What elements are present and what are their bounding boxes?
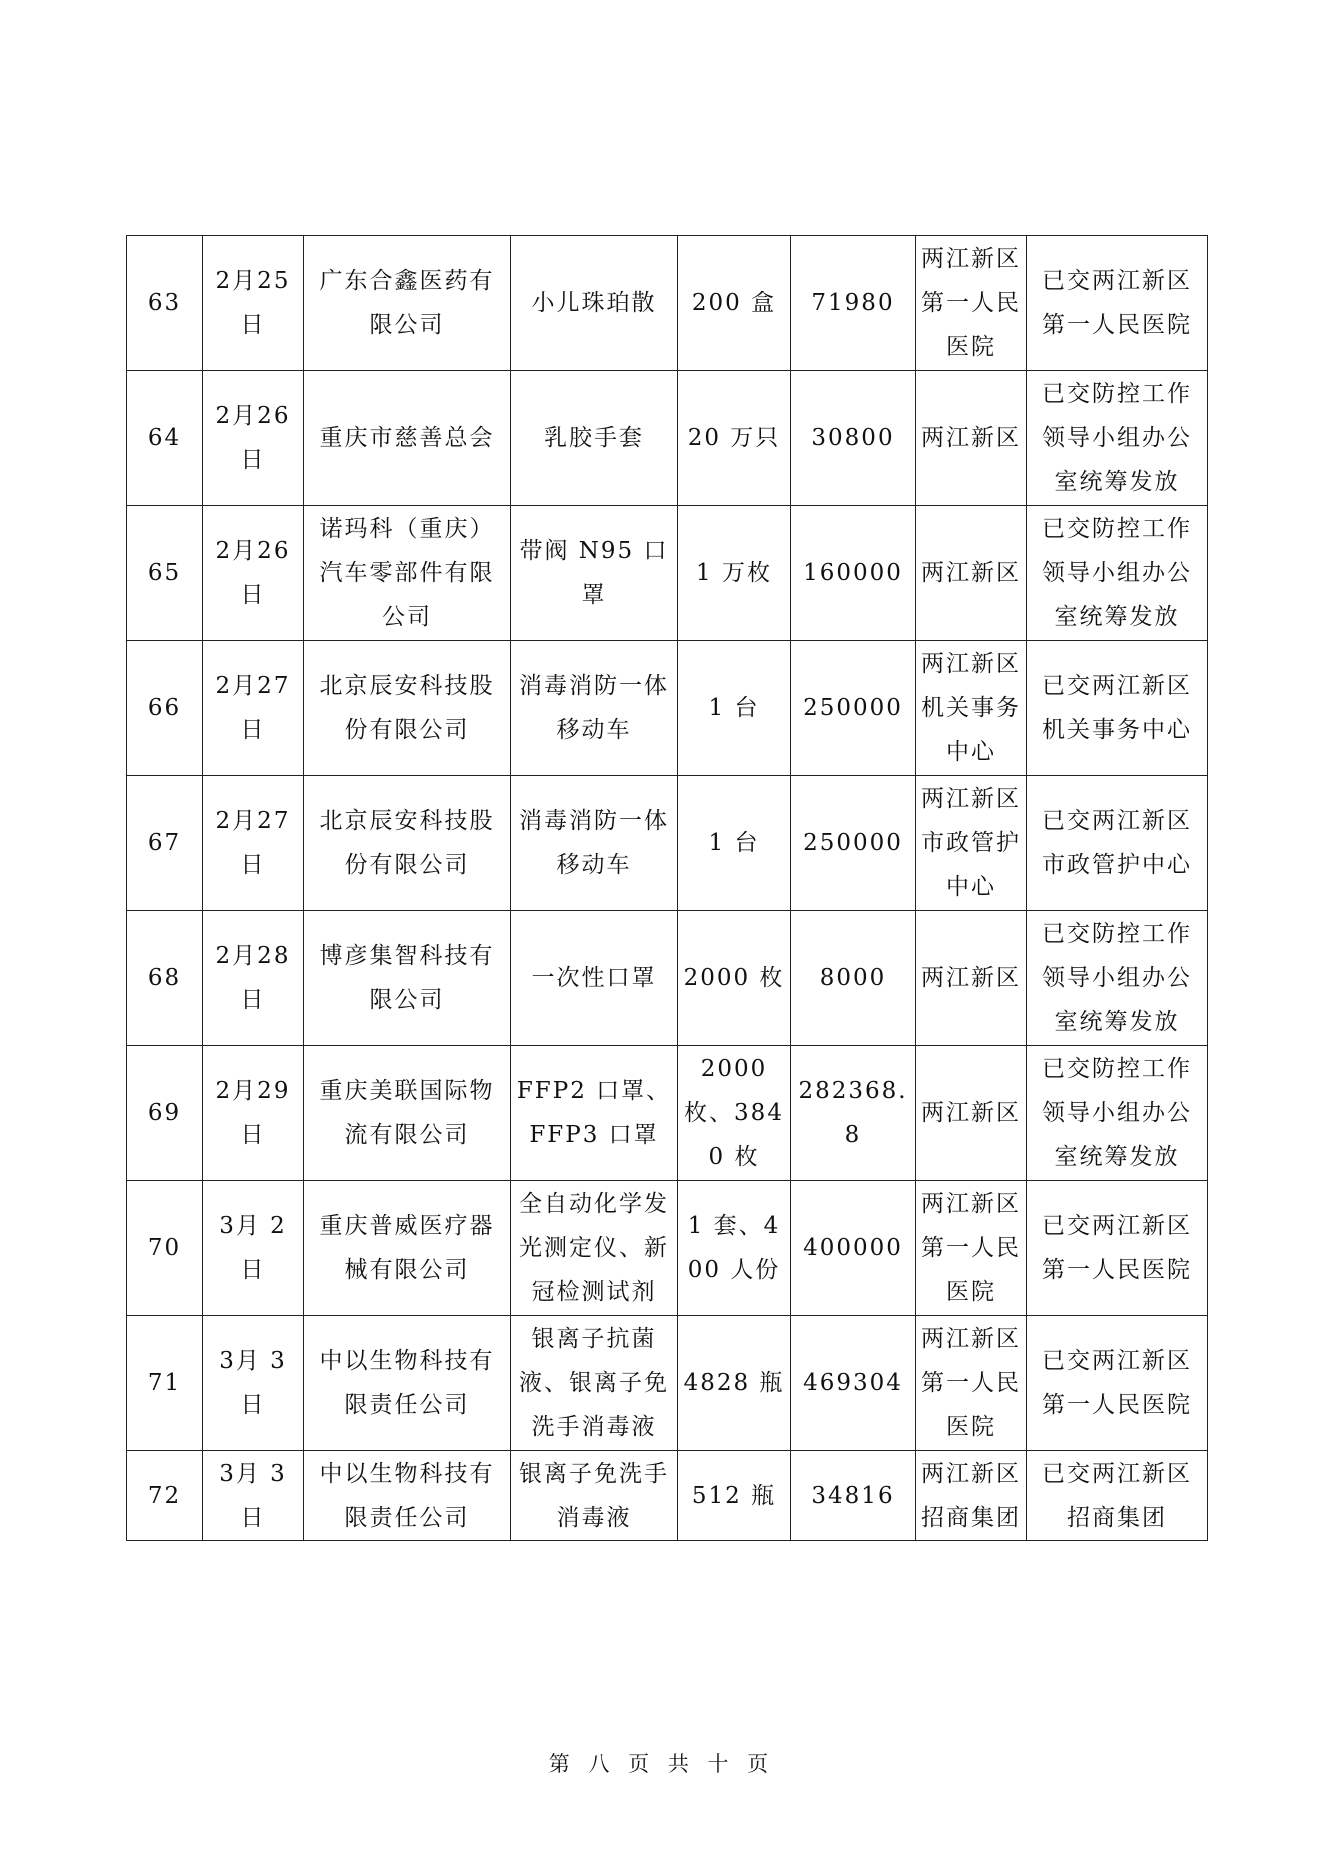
date-cell: 2月26日 — [203, 371, 304, 506]
item-cell: 全自动化学发光测定仪、新冠检测试剂 — [511, 1181, 678, 1316]
status-cell: 已交防控工作领导小组办公室统筹发放 — [1027, 371, 1208, 506]
table-row — [127, 1046, 1208, 1181]
item-cell: FFP2 口罩、FFP3 口罩 — [511, 1046, 678, 1181]
amount-cell: 400000 — [791, 1181, 916, 1316]
amount-cell: 71980 — [791, 236, 916, 371]
recipient-cell: 两江新区招商集团 — [916, 1451, 1027, 1541]
quantity-cell: 1 台 — [678, 641, 791, 776]
status-cell: 已交两江新区第一人民医院 — [1027, 1316, 1208, 1451]
donor-cell: 重庆美联国际物流有限公司 — [304, 1046, 511, 1181]
recipient-cell: 两江新区机关事务中心 — [916, 641, 1027, 776]
table-row — [127, 506, 1208, 641]
status-cell: 已交两江新区第一人民医院 — [1027, 236, 1208, 371]
amount-cell: 250000 — [791, 641, 916, 776]
amount-cell: 160000 — [791, 506, 916, 641]
status-cell: 已交防控工作领导小组办公室统筹发放 — [1027, 911, 1208, 1046]
status-cell: 已交两江新区机关事务中心 — [1027, 641, 1208, 776]
quantity-cell: 1 套、400 人份 — [678, 1181, 791, 1316]
table-row — [127, 1316, 1208, 1451]
donor-cell: 博彦集智科技有限公司 — [304, 911, 511, 1046]
donor-cell: 诺玛科（重庆）汽车零部件有限公司 — [304, 506, 511, 641]
donor-cell: 北京辰安科技股份有限公司 — [304, 641, 511, 776]
row-number-cell: 65 — [127, 506, 203, 641]
donor-cell: 重庆普威医疗器械有限公司 — [304, 1181, 511, 1316]
donor-cell: 重庆市慈善总会 — [304, 371, 511, 506]
status-cell: 已交两江新区招商集团 — [1027, 1451, 1208, 1541]
date-cell: 3月 2日 — [203, 1181, 304, 1316]
recipient-cell: 两江新区 — [916, 371, 1027, 506]
item-cell: 消毒消防一体移动车 — [511, 641, 678, 776]
item-cell: 银离子免洗手消毒液 — [511, 1451, 678, 1541]
date-cell: 2月26日 — [203, 506, 304, 641]
date-cell: 2月27日 — [203, 776, 304, 911]
amount-cell: 282368.8 — [791, 1046, 916, 1181]
table-row — [127, 1451, 1208, 1541]
amount-cell: 34816 — [791, 1451, 916, 1541]
item-cell: 一次性口罩 — [511, 911, 678, 1046]
page-footer: 第 八 页 共 十 页 — [548, 1752, 775, 1776]
item-cell: 银离子抗菌液、银离子免洗手消毒液 — [511, 1316, 678, 1451]
recipient-cell: 两江新区 — [916, 911, 1027, 1046]
amount-cell: 30800 — [791, 371, 916, 506]
date-cell: 2月25日 — [203, 236, 304, 371]
recipient-cell: 两江新区第一人民医院 — [916, 236, 1027, 371]
donor-cell: 中以生物科技有限责任公司 — [304, 1316, 511, 1451]
recipient-cell: 两江新区 — [916, 1046, 1027, 1181]
amount-cell: 469304 — [791, 1316, 916, 1451]
recipient-cell: 两江新区第一人民医院 — [916, 1181, 1027, 1316]
date-cell: 2月29日 — [203, 1046, 304, 1181]
donor-cell: 广东合鑫医药有限公司 — [304, 236, 511, 371]
recipient-cell: 两江新区市政管护中心 — [916, 776, 1027, 911]
recipient-cell: 两江新区第一人民医院 — [916, 1316, 1027, 1451]
quantity-cell: 512 瓶 — [678, 1451, 791, 1541]
donor-cell: 北京辰安科技股份有限公司 — [304, 776, 511, 911]
item-cell: 乳胶手套 — [511, 371, 678, 506]
amount-cell: 250000 — [791, 776, 916, 911]
amount-cell: 8000 — [791, 911, 916, 1046]
quantity-cell: 2000 枚、3840 枚 — [678, 1046, 791, 1181]
status-cell: 已交防控工作领导小组办公室统筹发放 — [1027, 1046, 1208, 1181]
date-cell: 2月28日 — [203, 911, 304, 1046]
date-cell: 3月 3日 — [203, 1451, 304, 1541]
table-row — [127, 1181, 1208, 1316]
row-number-cell: 72 — [127, 1451, 203, 1541]
row-number-cell: 64 — [127, 371, 203, 506]
table-row — [127, 371, 1208, 506]
table-row — [127, 911, 1208, 1046]
table-row — [127, 776, 1208, 911]
row-number-cell: 69 — [127, 1046, 203, 1181]
table-row — [127, 641, 1208, 776]
date-cell: 2月27日 — [203, 641, 304, 776]
row-number-cell: 63 — [127, 236, 203, 371]
row-number-cell: 68 — [127, 911, 203, 1046]
donor-cell: 中以生物科技有限责任公司 — [304, 1451, 511, 1541]
quantity-cell: 200 盒 — [678, 236, 791, 371]
table-row — [127, 236, 1208, 371]
quantity-cell: 1 台 — [678, 776, 791, 911]
item-cell: 小儿珠珀散 — [511, 236, 678, 371]
status-cell: 已交防控工作领导小组办公室统筹发放 — [1027, 506, 1208, 641]
date-cell: 3月 3日 — [203, 1316, 304, 1451]
status-cell: 已交两江新区市政管护中心 — [1027, 776, 1208, 911]
quantity-cell: 1 万枚 — [678, 506, 791, 641]
item-cell: 消毒消防一体移动车 — [511, 776, 678, 911]
quantity-cell: 2000 枚 — [678, 911, 791, 1046]
quantity-cell: 20 万只 — [678, 371, 791, 506]
recipient-cell: 两江新区 — [916, 506, 1027, 641]
status-cell: 已交两江新区第一人民医院 — [1027, 1181, 1208, 1316]
quantity-cell: 4828 瓶 — [678, 1316, 791, 1451]
row-number-cell: 71 — [127, 1316, 203, 1451]
row-number-cell: 67 — [127, 776, 203, 911]
donation-table-body — [127, 236, 1208, 1541]
row-number-cell: 70 — [127, 1181, 203, 1316]
item-cell: 带阀 N95 口罩 — [511, 506, 678, 641]
row-number-cell: 66 — [127, 641, 203, 776]
donation-table — [126, 235, 1208, 1541]
